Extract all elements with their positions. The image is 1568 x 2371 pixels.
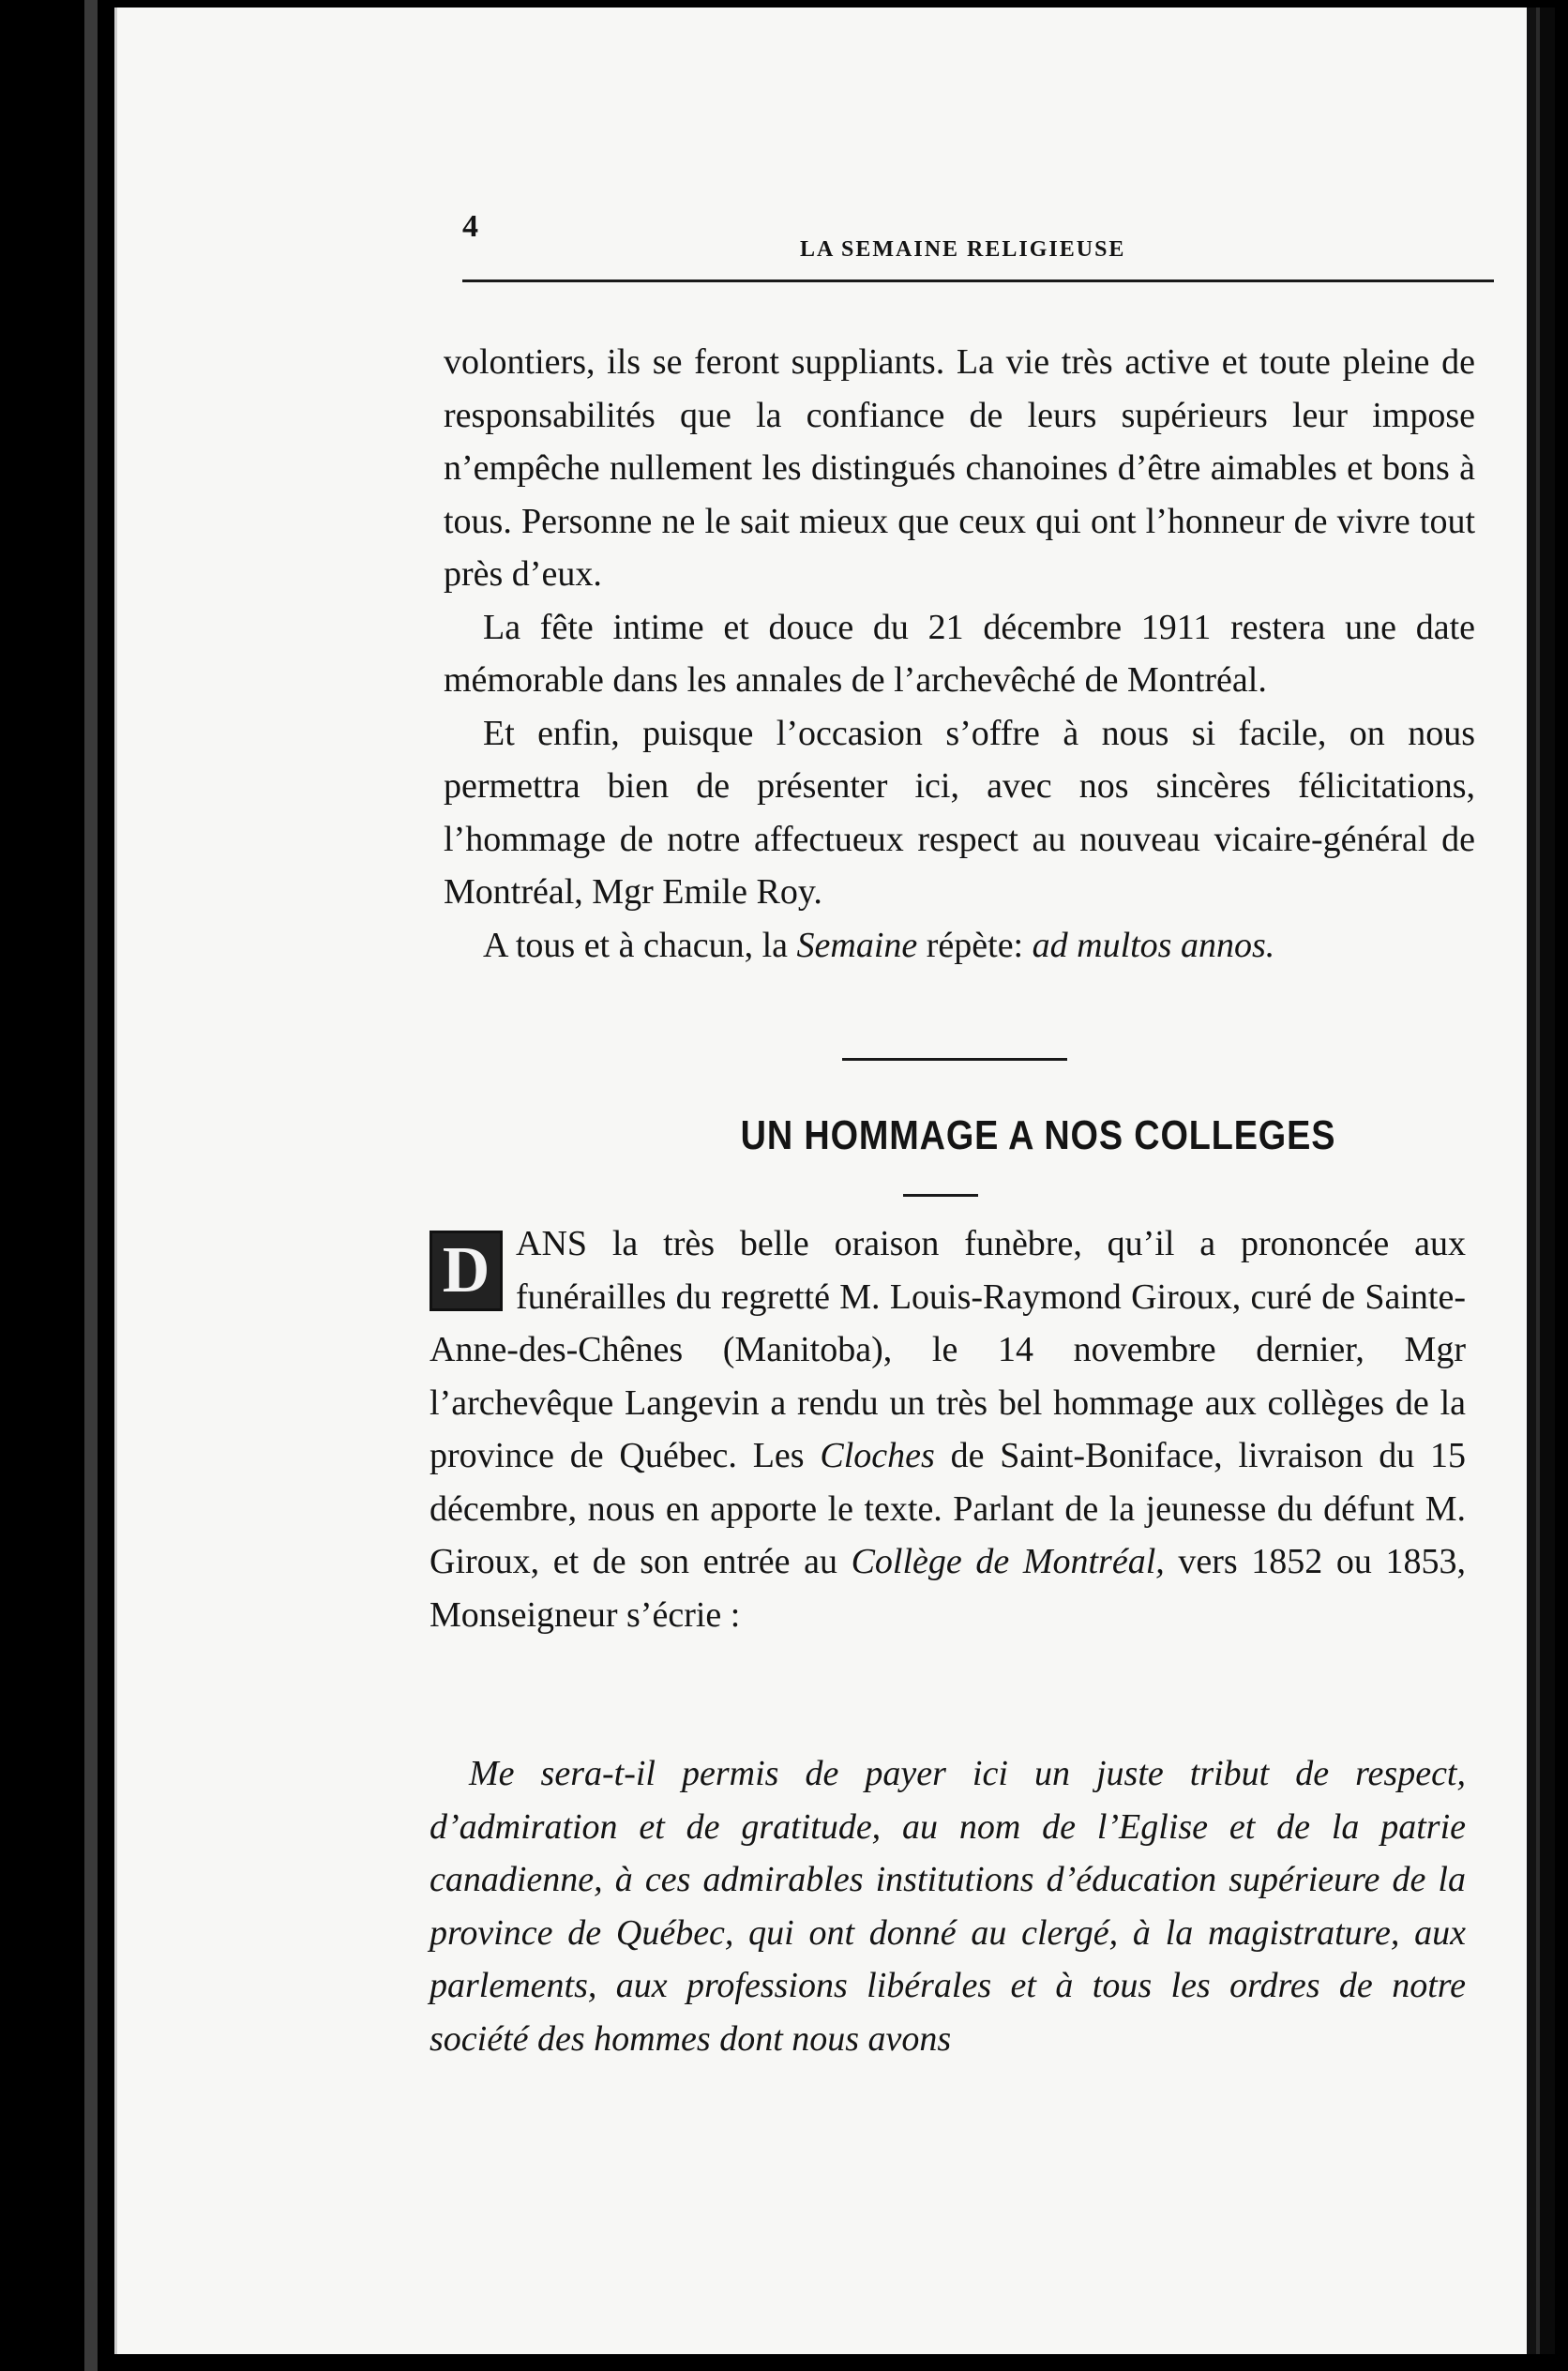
section-heading: UN HOMMAGE A NOS COLLEGES — [740, 1112, 1336, 1158]
header-rule — [462, 279, 1494, 282]
section-separator — [842, 1058, 1067, 1061]
intro-text — [444, 336, 1475, 972]
cloches-italic: Cloches — [820, 1436, 935, 1475]
heading-rule — [903, 1194, 978, 1197]
running-title: LA SEMAINE RELIGIEUSE — [800, 237, 1126, 262]
article-first-line: ANS la très belle oraison funèbre, qu’il a prononcée aux — [516, 1224, 1466, 1263]
paragraph: volontiers, ils se feront suppliants. La vie très active et toute pleine de responsabilités que la confiance de leurs supérieurs leur impose n’empêche nullement les distingués chanoines d’être aimables et bons à tous. Personne ne le sait mieux que ceux qui ont l’honneur de vivre tout près d’eux. — [444, 342, 1475, 594]
article-paragraph — [430, 1217, 1466, 1641]
quotation — [430, 1747, 1466, 2065]
closing-prefix: A tous et à chacun, la — [483, 925, 797, 965]
paragraph: Et enfin, puisque l’occasion s’offre à nous si facile, on nous permettra bien de présenter ici, avec nos sincères félicitations, l’hommage de notre affectueux respect au nouveau vicaire-général de Montréal, Mgr Emile Roy. — [444, 713, 1475, 912]
article-text: de Saint-Boniface, livraison du 15 décembre, nous en apporte le texte. Parlant de la jeunesse du défunt M. Giroux, et de son entrée au — [430, 1436, 1466, 1581]
running-header — [350, 209, 1492, 284]
scan-border-left — [0, 0, 114, 2371]
book-page — [114, 8, 1530, 2354]
semaine-italic: Semaine — [796, 925, 918, 965]
paragraph: La fête intime et douce du 21 décembre 1911 restera une date mémorable dans les annales de l’archevêché de Montréal. — [444, 607, 1475, 700]
quote-paragraph: Me sera-t-il permis de payer ici un juste tribut de respect, d’admiration et de gratitude, au nom de l’Eglise et de la patrie canadienne, à ces admirables institutions d’éducation supérieure de la province de Québec, qui ont donné au clergé, à la magistrature, aux parlements, aux professions libérales et à tous les ordres de notre société des hommes dont nous avons — [430, 1754, 1466, 2059]
article-text: vers 1852 ou 1853, Monseigneur s’écrie : — [430, 1542, 1467, 1635]
drop-cap: D — [430, 1231, 503, 1311]
page-number: 4 — [462, 209, 478, 244]
article-second-line: funérailles du regretté M. Louis-Raymond Giroux, — [516, 1276, 1242, 1317]
closing-middle: répète: — [917, 925, 1033, 965]
closing-paragraph — [444, 919, 1475, 973]
article-text: curé de Sainte-Anne-des-Chênes (Manitoba), le 14 novembre dernier, Mgr l’archevêque Langevin a rendu un très bel hommage aux collèges de la province de Québec. Les — [430, 1276, 1467, 1475]
article-body — [430, 1217, 1466, 1641]
latin-phrase: ad multos annos. — [1032, 925, 1275, 965]
college-italic: Collège de Montréal, — [851, 1542, 1165, 1581]
page-edge — [1527, 8, 1555, 2354]
